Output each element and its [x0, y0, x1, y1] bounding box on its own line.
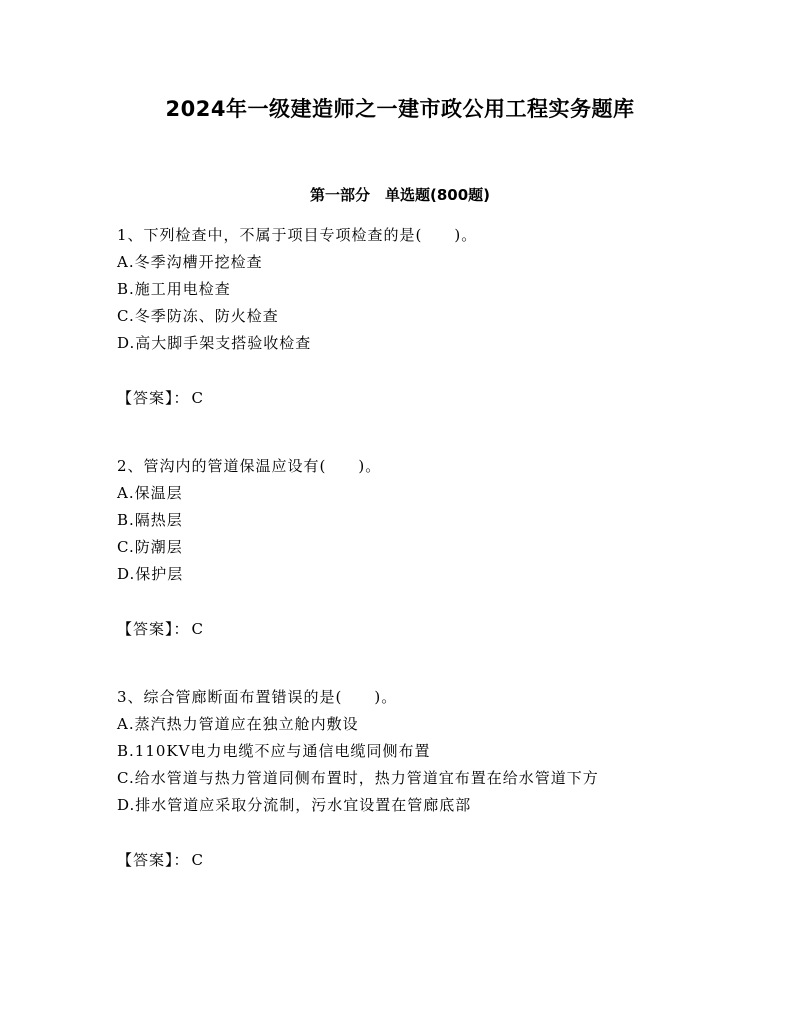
option-c: C.冬季防冻、防火检查 [117, 307, 279, 325]
question-stem: 1、下列检查中，不属于项目专项检查的是( )。 [117, 226, 478, 244]
option-c: C.防潮层 [117, 538, 183, 556]
answer-label: 【答案】： [117, 851, 190, 869]
answer-label: 【答案】： [117, 389, 190, 407]
answer-label: 【答案】： [117, 620, 190, 638]
option-d: D.保护层 [117, 565, 184, 583]
answer-value: C [191, 620, 203, 638]
option-a: A.冬季沟槽开挖检查 [117, 253, 263, 271]
document-title: 2024年一级建造师之一建市政公用工程实务题库 [165, 97, 635, 121]
option-b: B.施工用电检查 [117, 280, 231, 298]
answer-line [117, 847, 717, 874]
option-d: D.高大脚手架支搭验收检查 [117, 334, 312, 352]
option-a: A.保温层 [117, 484, 183, 502]
option-c: C.给水管道与热力管道同侧布置时，热力管道宜布置在给水管道下方 [117, 769, 599, 787]
answer-line [117, 616, 717, 643]
question-stem: 2、管沟内的管道保温应设有( )。 [117, 457, 382, 475]
answer-value: C [191, 389, 203, 407]
question-1 [117, 222, 717, 412]
answer-value: C [191, 851, 203, 869]
question-3 [117, 684, 717, 874]
question-2 [117, 453, 717, 643]
option-a: A.蒸汽热力管道应在独立舱内敷设 [117, 715, 359, 733]
option-d: D.排水管道应采取分流制，污水宜设置在管廊底部 [117, 796, 472, 814]
option-b: B.隔热层 [117, 511, 183, 529]
option-b: B.110KV电力电缆不应与通信电缆同侧布置 [117, 742, 431, 760]
question-stem: 3、综合管廊断面布置错误的是( )。 [117, 688, 398, 706]
section-title: 第一部分 单选题(800题) [309, 186, 491, 204]
answer-line [117, 385, 717, 412]
